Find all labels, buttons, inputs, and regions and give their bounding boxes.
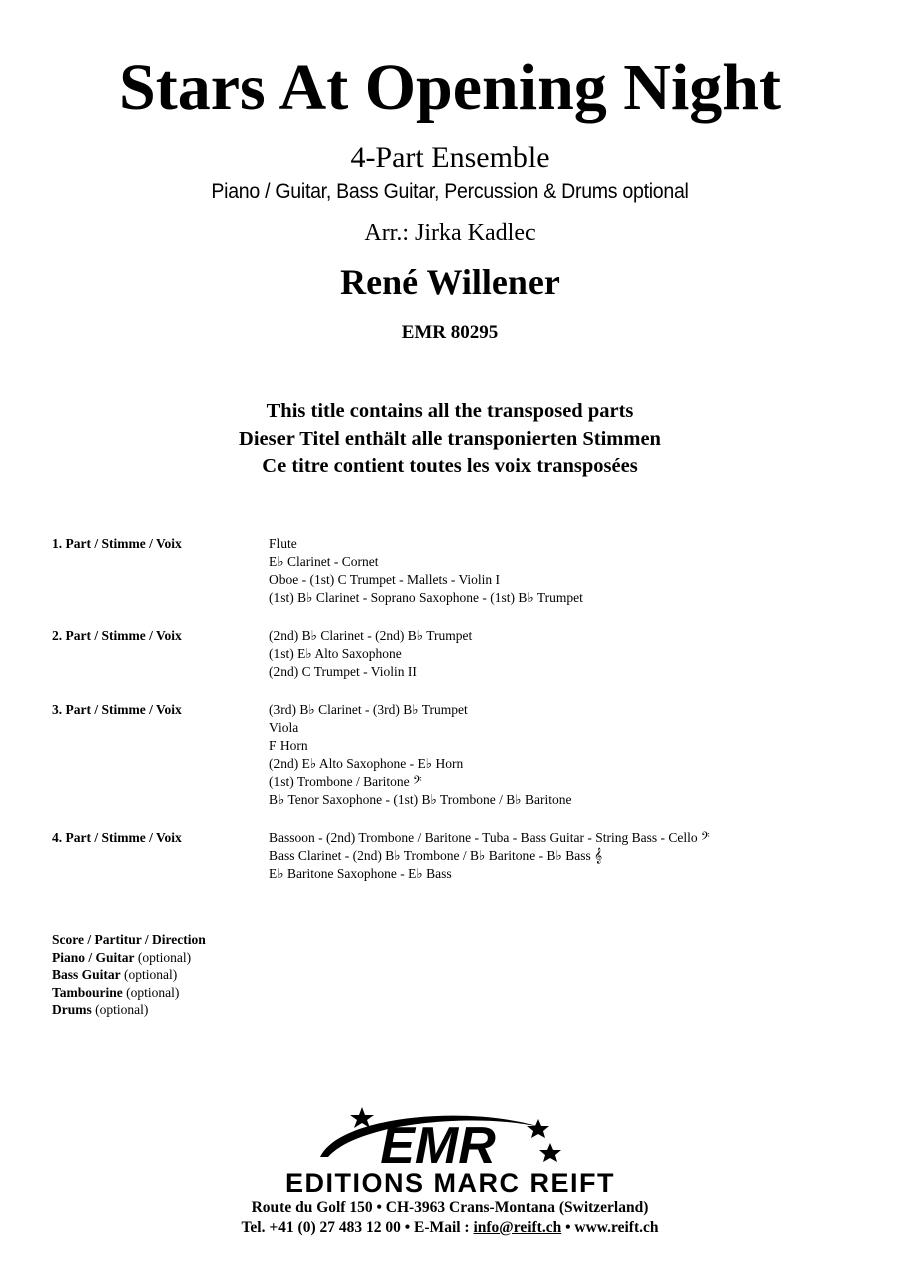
instrument-list xyxy=(269,627,852,681)
part-label: 1. Part / Stimme / Voix xyxy=(52,536,182,551)
logo-text: EMR xyxy=(380,1117,496,1175)
extra-item xyxy=(52,966,206,984)
instrument-line: (3rd) B♭ Clarinet - (3rd) B♭ Trumpet xyxy=(269,702,468,717)
extra-item-name: Drums xyxy=(52,1002,92,1017)
part-group-2 xyxy=(52,627,852,681)
instrument-line: Viola xyxy=(269,720,299,735)
instrument-line: Bass Clarinet - (2nd) B♭ Trombone / B♭ Baritone - B♭ Bass 𝄞 xyxy=(269,848,603,863)
part-label: 2. Part / Stimme / Voix xyxy=(52,628,182,643)
part-label: 4. Part / Stimme / Voix xyxy=(52,830,182,845)
instrument-line: Oboe - (1st) C Trumpet - Mallets - Violin I xyxy=(269,572,501,587)
contact-website: • www.reift.ch xyxy=(561,1219,659,1236)
instrument-line: (1st) E♭ Alto Saxophone xyxy=(269,646,402,661)
part-group-3 xyxy=(52,701,852,809)
instrumentation-line: Piano / Guitar, Bass Guitar, Percussion & Drums optional xyxy=(211,180,689,203)
transposed-parts-notice xyxy=(0,398,900,481)
extra-item-name: Bass Guitar xyxy=(52,967,121,982)
instrument-line: (1st) B♭ Clarinet - Soprano Saxophone - (1st) B♭ Trumpet xyxy=(269,590,583,605)
extra-item xyxy=(52,984,206,1002)
arranger-line: Arr.: Jirka Kadlec xyxy=(364,220,536,246)
instrument-line: E♭ Clarinet - Cornet xyxy=(269,554,379,569)
notice-english: This title contains all the transposed parts xyxy=(266,400,634,422)
emr-logo-icon xyxy=(300,1105,600,1175)
extra-item-note: (optional) xyxy=(137,949,192,965)
extra-item-note: (optional) xyxy=(124,967,178,982)
extra-item-name: Score / Partitur / Direction xyxy=(52,932,206,947)
contact-phone: Tel. +41 (0) 27 483 12 00 • E-Mail : xyxy=(241,1219,474,1236)
publisher-address: Route du Golf 150 • CH-3963 Crans-Montana (Switzerland) xyxy=(251,1199,649,1216)
extra-item xyxy=(52,1001,206,1019)
part-label: 3. Part / Stimme / Voix xyxy=(52,702,182,717)
parts-list xyxy=(52,535,852,903)
instrument-line: (2nd) E♭ Alto Saxophone - E♭ Horn xyxy=(269,756,464,771)
instrument-line: E♭ Baritone Saxophone - E♭ Bass xyxy=(269,866,452,881)
extra-item xyxy=(52,949,206,967)
part-group-1 xyxy=(52,535,852,607)
instrument-list xyxy=(269,829,852,883)
instrument-list xyxy=(269,535,852,607)
notice-german: Dieser Titel enthält alle transponierten Stimmen xyxy=(239,427,661,450)
instrument-line: F Horn xyxy=(269,738,308,753)
instrument-line: Flute xyxy=(269,536,297,551)
instrument-line: (2nd) C Trumpet - Violin II xyxy=(269,664,417,679)
instrument-line: (2nd) B♭ Clarinet - (2nd) B♭ Trumpet xyxy=(269,628,473,643)
catalog-number: EMR 80295 xyxy=(401,322,499,343)
part-group-4 xyxy=(52,829,852,883)
page-title: Stars At Opening Night xyxy=(119,51,781,124)
extra-item xyxy=(52,931,206,949)
email-link[interactable]: info@reift.ch xyxy=(473,1219,562,1236)
notice-french: Ce titre contient toutes les voix transposées xyxy=(262,455,638,477)
ensemble-subtitle: 4-Part Ensemble xyxy=(350,141,550,174)
composer-name: René Willener xyxy=(340,262,560,302)
instrument-line: B♭ Tenor Saxophone - (1st) B♭ Trombone / B♭ Baritone xyxy=(269,792,572,807)
instrument-line: (1st) Trombone / Baritone 𝄢 xyxy=(269,774,422,789)
publisher-contact xyxy=(0,1218,900,1238)
instrument-list xyxy=(269,701,852,809)
extra-item-note: (optional) xyxy=(95,1002,149,1017)
extra-item-name: Piano / Guitar xyxy=(52,949,135,965)
optional-parts-list xyxy=(52,931,206,1019)
publisher-name: EDITIONS MARC REIFT xyxy=(285,1168,615,1198)
extra-item-name: Tambourine xyxy=(52,984,123,1000)
extra-item-note: (optional) xyxy=(126,984,180,1000)
instrument-line: Bassoon - (2nd) Trombone / Baritone - Tuba - Bass Guitar - String Bass - Cello 𝄢 xyxy=(269,830,710,845)
